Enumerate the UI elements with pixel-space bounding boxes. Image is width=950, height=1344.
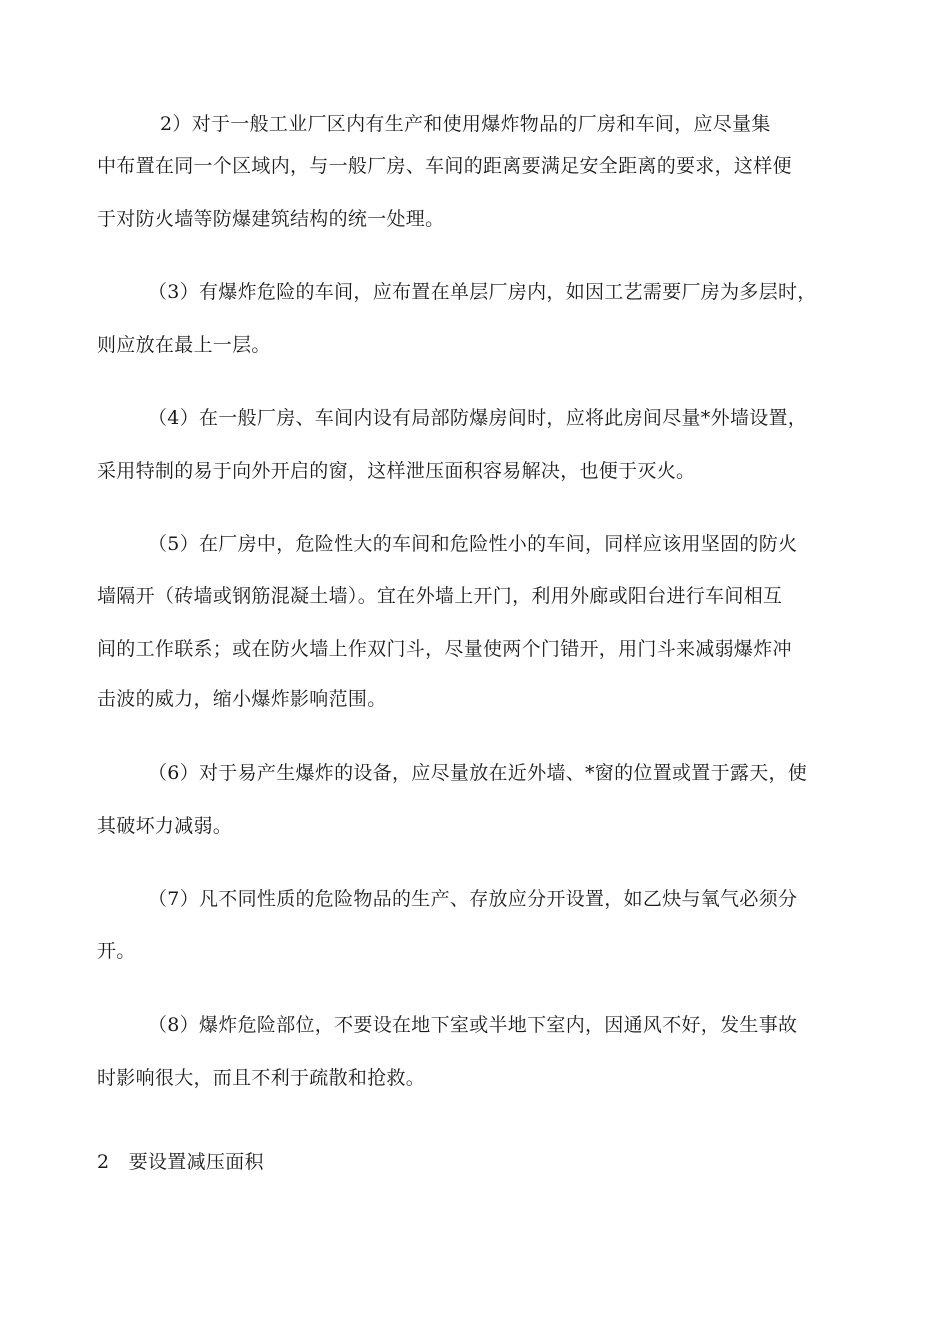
paragraph-7-line-1: （7）凡不同性质的危险物品的生产、存放应分开设置，如乙炔与氧气必须分 (148, 888, 798, 910)
paragraph-6-line-2: 其破坏力减弱。 (97, 815, 233, 837)
paragraph-3-line-2: 则应放在最上一层。 (97, 334, 271, 356)
paragraph-5-line-2: 墙隔开（砖墙或钢筋混凝土墙）。宜在外墙上开门，利用外廊或阳台进行车间相互 (97, 585, 783, 607)
section-heading: 2 要设置减压面积 (97, 1151, 264, 1173)
paragraph-4-line-1: （4）在一般厂房、车间内设有局部防爆房间时，应将此房间尽量*外墙设置， (148, 407, 808, 429)
paragraph-6-line-1: （6）对于易产生爆炸的设备，应尽量放在近外墙、*窗的位置或置于露天，使 (148, 762, 808, 784)
paragraph-5-line-1: （5）在厂房中，危险性大的车间和危险性小的车间，同样应该用坚固的防火 (148, 533, 798, 555)
paragraph-2-line-3: 于对防火墙等防爆建筑结构的统一处理。 (97, 208, 445, 230)
paragraph-8-line-1: （8）爆炸危险部位，不要设在地下室或半地下室内，因通风不好，发生事故 (148, 1014, 798, 1036)
paragraph-4-line-2: 采用特制的易于向外开启的窗，这样泄压面积容易解决，也便于灭火。 (97, 460, 696, 482)
paragraph-2-line-1: 2）对于一般工业厂区内有生产和使用爆炸物品的厂房和车间，应尽量集 (160, 113, 771, 135)
paragraph-5-line-4: 击波的威力，缩小爆炸影响范围。 (97, 688, 387, 710)
paragraph-3-line-1: （3）有爆炸危险的车间，应布置在单层厂房内，如因工艺需要厂房为多层时， (148, 281, 817, 303)
paragraph-2-line-2: 中布置在同一个区域内，与一般厂房、车间的距离要满足安全距离的要求，这样便 (97, 155, 792, 177)
paragraph-5-line-3: 间的工作联系；或在防火墙上作双门斗，尽量使两个门错开，用门斗来减弱爆炸冲 (97, 638, 792, 660)
paragraph-8-line-2: 时影响很大，而且不利于疏散和抢救。 (97, 1067, 426, 1089)
paragraph-7-line-2: 开。 (97, 940, 136, 962)
